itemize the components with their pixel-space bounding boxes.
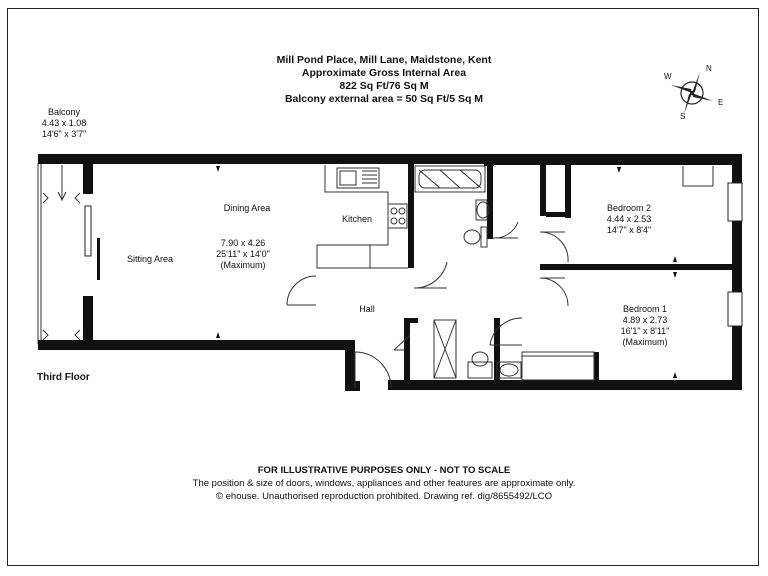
address-title: Mill Pond Place, Mill Lane, Maidstone, Kent (276, 54, 492, 66)
bedroom2-metric: 4.44 x 2.53 (606, 214, 652, 224)
compass-north: N (706, 64, 712, 73)
ensuite-fittings (434, 320, 521, 378)
exterior-walls (38, 154, 742, 391)
bedroom1-metric: 4.89 x 2.73 (622, 315, 668, 325)
dining-area-label: Dining Area (223, 203, 271, 213)
bedroom1-maximum-note: (Maximum) (622, 337, 668, 347)
doors (287, 222, 568, 388)
wardrobes (522, 166, 713, 380)
accuracy-note: The position & size of doors, windows, appliances and other features are approximate only. (192, 478, 576, 489)
plan-footer (100, 464, 668, 503)
area-title: Approximate Gross Internal Area (301, 67, 467, 79)
balcony-name: Balcony (47, 107, 81, 117)
balcony-metric: 4.43 x 1.08 (41, 118, 87, 128)
hall-label: Hall (359, 304, 375, 314)
balcony-area: Balcony external area = 50 Sq Ft/5 Sq M (284, 93, 484, 105)
floor-label: Third Floor (37, 372, 90, 383)
bathroom-fittings (415, 166, 489, 247)
living-maximum-note: (Maximum) (220, 260, 266, 270)
compass-south: S (680, 112, 686, 121)
sitting-area-label: Sitting Area (126, 254, 174, 264)
copyright-text: © ehouse. Unauthorised reproduction prohibited. Drawing ref. dig/8655492/LCO (215, 491, 552, 502)
compass-west: W (664, 72, 672, 81)
disclaimer-text: FOR ILLUSTRATIVE PURPOSES ONLY - NOT TO SCALE (257, 465, 511, 476)
compass-east: E (718, 98, 724, 107)
area-value: 822 Sq Ft/76 Sq M (339, 80, 429, 92)
bedroom2-label: Bedroom 2 (606, 203, 652, 213)
living-metric: 7.90 x 4.26 (220, 238, 266, 248)
living-imperial: 25'11" x 14'0" (216, 249, 270, 259)
bedroom1-imperial: 16'1" x 8'11" (620, 326, 670, 336)
bedroom1-label: Bedroom 1 (622, 304, 668, 314)
bedroom2-imperial: 14'7" x 8'4" (606, 225, 652, 235)
balcony-imperial: 14'6" x 3'7" (41, 129, 87, 139)
balcony-outline (38, 163, 80, 344)
kitchen-label: Kitchen (341, 214, 373, 224)
compass-icon (664, 64, 723, 121)
